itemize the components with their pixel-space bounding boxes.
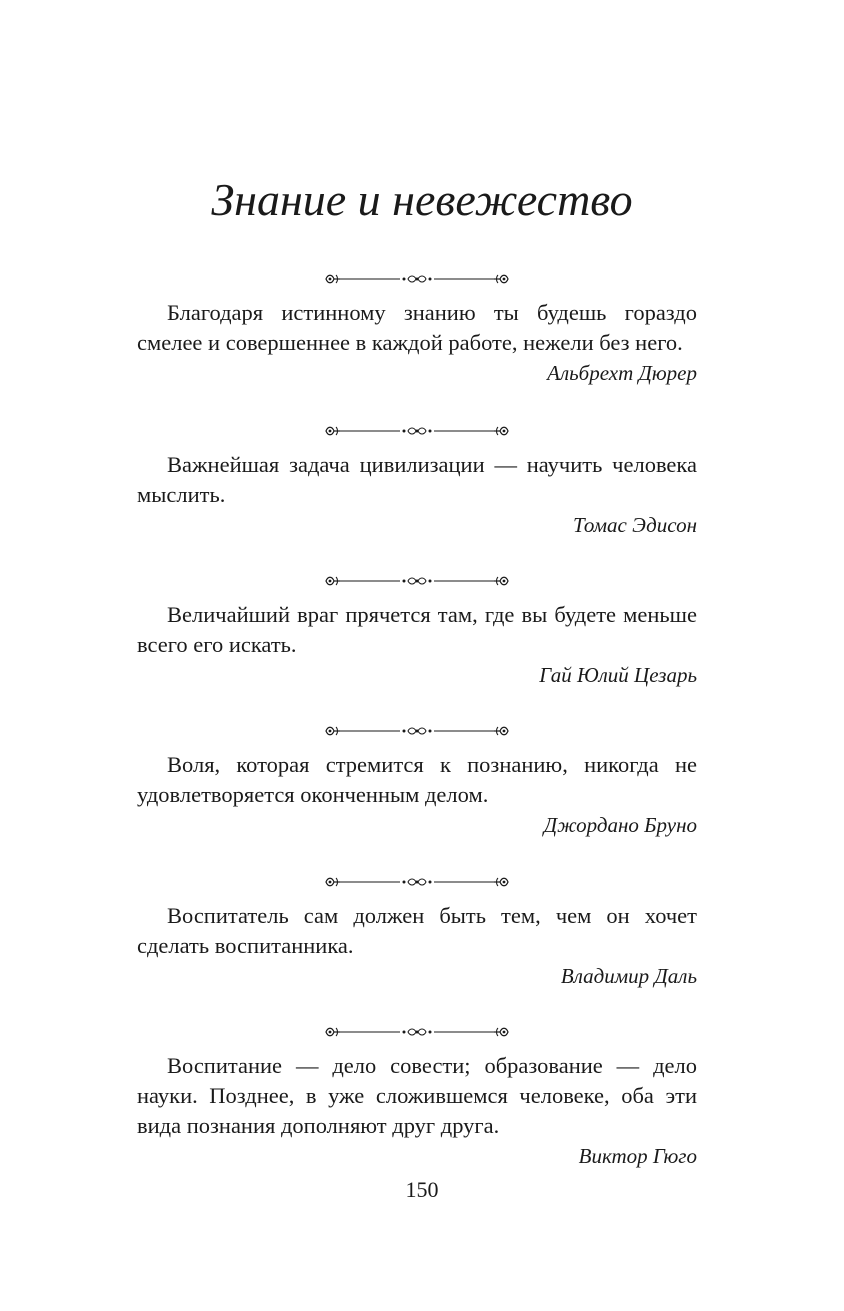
quote-text: Благодаря истинному знанию ты будешь гораздо смелее и совершеннее в каждой работе, нежели без него. xyxy=(137,300,697,355)
quote-author: Гай Юлий Цезарь xyxy=(539,663,697,687)
quote-text: Важнейшая задача цивилизации — научить человека мыслить. xyxy=(137,452,697,507)
quote-block-5 xyxy=(137,873,697,991)
quote-author: Владимир Даль xyxy=(560,964,697,988)
quote-block-6 xyxy=(137,1023,697,1171)
quote-block-3 xyxy=(137,572,697,690)
quote-text: Величайший враг прячется там, где вы будете меньше всего его искать. xyxy=(137,602,697,657)
quote-author: Джордано Бруно xyxy=(543,813,697,837)
ornament-divider-icon xyxy=(322,873,512,891)
quote-text: Воля, которая стремится к познанию, никогда не удовлетворяется оконченным делом. xyxy=(137,752,697,807)
page-title: Знание и невежество xyxy=(211,174,633,225)
ornament-divider-icon xyxy=(322,422,512,440)
ornament-divider-icon xyxy=(322,270,512,288)
quote-author: Виктор Гюго xyxy=(578,1144,697,1168)
ornament-divider-icon xyxy=(322,722,512,740)
quote-block-2 xyxy=(137,422,697,540)
quote-text: Воспитатель сам должен быть тем, чем он хочет сделать воспитанника. xyxy=(137,903,697,958)
quote-text: Воспитание — дело совести; образование — дело науки. Позднее, в уже сложившемся человеке, оба эти вида познания дополняют друг друга. xyxy=(137,1053,697,1138)
quote-block-4 xyxy=(137,722,697,840)
ornament-divider-icon xyxy=(322,1023,512,1041)
quote-author: Альбрехт Дюрер xyxy=(547,361,697,385)
page-number: 150 xyxy=(405,1177,439,1202)
quote-block-1 xyxy=(137,270,697,388)
ornament-divider-icon xyxy=(322,572,512,590)
quote-author: Томас Эдисон xyxy=(573,513,697,537)
